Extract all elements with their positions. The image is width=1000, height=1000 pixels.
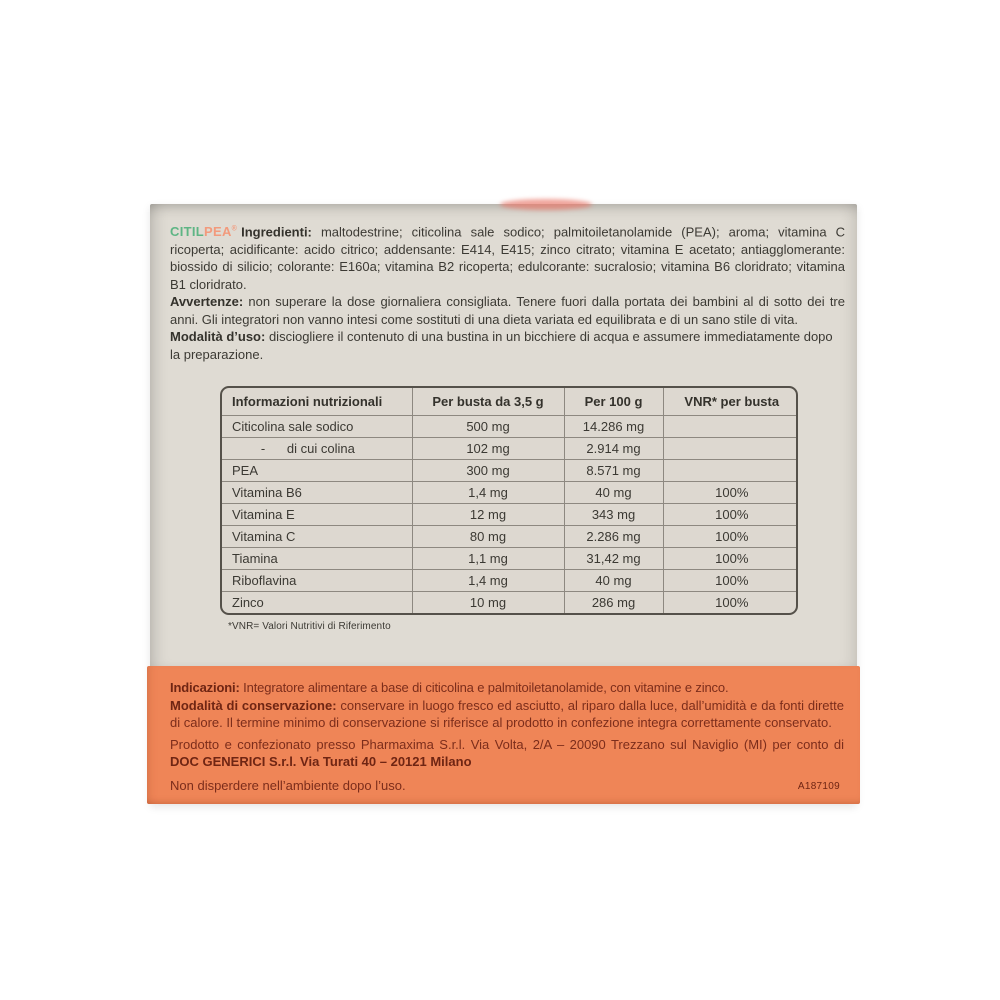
table-row — [222, 504, 798, 526]
batch-code: A187109 — [797, 781, 840, 792]
header-per-100g: Per 100 g — [564, 388, 663, 416]
table-row — [222, 460, 798, 482]
row-value-vnr: 100% — [663, 548, 798, 570]
table-row — [222, 570, 798, 592]
row-value-vnr: 100% — [663, 504, 798, 526]
producer-text: Prodotto e confezionato presso Pharmaxima S.r.l. Via Volta, 2/A – 20090 Trezzano sul Naviglio (MI) per conto di — [170, 736, 844, 752]
producer-company-bold: DOC GENERICI S.r.l. Via Turati 40 – 20121 Milano — [170, 754, 472, 769]
storage-text: conservare in luogo fresco ed asciutto, al riparo dalla luce, dall’umidità e da fonti dirette di calore. Il termine minimo di conservazione si riferisce al prodotto in confezione integra correttamente conservato. — [170, 697, 844, 730]
table-row — [222, 482, 798, 504]
row-label: Vitamina C — [222, 526, 412, 548]
row-value-busta: 1,1 mg — [412, 548, 564, 570]
row-value-vnr: 100% — [663, 570, 798, 592]
row-label: Zinco — [222, 592, 412, 614]
row-value-100g: 2.286 mg — [564, 526, 663, 548]
ingredients-text: maltodestrine; citicolina sale sodico; palmitoiletanolamide (PEA); aroma; vitamina C ricoperta; acidificante: acido citrico; addensante: E414, E415; zinco citrato; vitamina E acetato; antiagglomerante: biossido di silicio; colorante: E160a; vitamina B2 ricoperta; edulcorante: sucralosio; vitamina B6 cloridrato; vitamina B1 cloridrato. — [170, 224, 845, 292]
row-value-vnr: 100% — [663, 526, 798, 548]
row-value-busta: 102 mg — [412, 438, 564, 460]
warnings-label: Avvertenze: — [170, 294, 244, 310]
table-row — [222, 548, 798, 570]
producer-paragraph — [170, 736, 844, 771]
indications-text: Integratore alimentare a base di citicolina e palmitoiletanolamide, con vitamine e zinco. — [239, 680, 729, 695]
row-value-busta: 80 mg — [412, 526, 564, 548]
row-value-100g: 2.914 mg — [564, 438, 663, 460]
usage-text: disciogliere il contenuto di una bustina in un bicchiere di acqua e assumere immediatamente dopo la preparazione. — [170, 329, 833, 362]
table-row — [222, 416, 798, 438]
storage-label: Modalità di conservazione: — [170, 697, 337, 713]
registered-trademark-icon: ® — [231, 226, 238, 233]
row-label: Tiamina — [222, 548, 412, 570]
row-value-100g: 31,42 mg — [564, 548, 663, 570]
nutrition-table-grid — [222, 388, 798, 613]
row-value-100g: 8.571 mg — [564, 460, 663, 482]
package-back-panel — [150, 204, 857, 804]
table-row — [222, 438, 798, 460]
row-value-100g: 14.286 mg — [564, 416, 663, 438]
brand-citil: CITIL — [170, 224, 204, 240]
warnings-paragraph — [170, 293, 845, 328]
row-label: Vitamina B6 — [222, 482, 412, 504]
row-value-vnr — [663, 438, 798, 460]
row-value-busta: 1,4 mg — [412, 570, 564, 592]
header-informazioni: Informazioni nutrizionali — [222, 388, 412, 416]
ingredients-paragraph — [170, 221, 845, 293]
ingredients-label: Ingredienti: — [241, 224, 312, 240]
row-value-100g: 40 mg — [564, 482, 663, 504]
storage-paragraph — [170, 697, 844, 732]
brand-pea: PEA — [204, 224, 232, 240]
header-vnr: VNR* per busta — [663, 388, 798, 416]
row-value-vnr — [663, 460, 798, 482]
row-label: - di cui colina — [222, 438, 412, 460]
indications-paragraph — [170, 679, 844, 697]
row-value-busta: 12 mg — [412, 504, 564, 526]
row-value-100g: 343 mg — [564, 504, 663, 526]
row-value-busta: 10 mg — [412, 592, 564, 614]
table-header-row — [222, 388, 798, 416]
table-row — [222, 526, 798, 548]
disposal-row — [170, 777, 844, 795]
row-value-busta: 300 mg — [412, 460, 564, 482]
disposal-text: Non disperdere nell’ambiente dopo l’uso. — [170, 777, 406, 793]
row-value-100g: 286 mg — [564, 592, 663, 614]
table-row — [222, 592, 798, 614]
row-value-busta: 500 mg — [412, 416, 564, 438]
row-label: PEA — [222, 460, 412, 482]
row-value-vnr: 100% — [715, 594, 749, 610]
header-per-busta: Per busta da 3,5 g — [412, 388, 564, 416]
nutrition-table — [220, 386, 798, 615]
row-label: Citicolina sale sodico — [222, 416, 412, 438]
regulatory-panel — [147, 666, 860, 804]
brand-logo — [170, 224, 237, 239]
usage-paragraph — [170, 328, 845, 363]
row-value-100g: 40 mg — [564, 570, 663, 592]
row-value-vnr: 100% — [663, 482, 798, 504]
row-value-busta: 1,4 mg — [412, 482, 564, 504]
package-top-smudge — [500, 199, 592, 210]
usage-label: Modalità d’uso: — [170, 329, 266, 345]
row-label: Vitamina E — [222, 504, 412, 526]
info-section — [150, 204, 857, 666]
vnr-footnote: *VNR= Valori Nutritivi di Riferimento — [228, 621, 391, 633]
row-value-vnr — [663, 416, 798, 438]
warnings-text: non superare la dose giornaliera consigliata. Tenere fuori dalla portata dei bambini al di sotto dei tre anni. Gli integratori non vanno intesi come sostituti di una dieta variata ed equilibrata e di un sano stile di vita. — [170, 294, 845, 327]
indications-label: Indicazioni: — [170, 680, 240, 695]
row-label: Riboflavina — [222, 570, 412, 592]
